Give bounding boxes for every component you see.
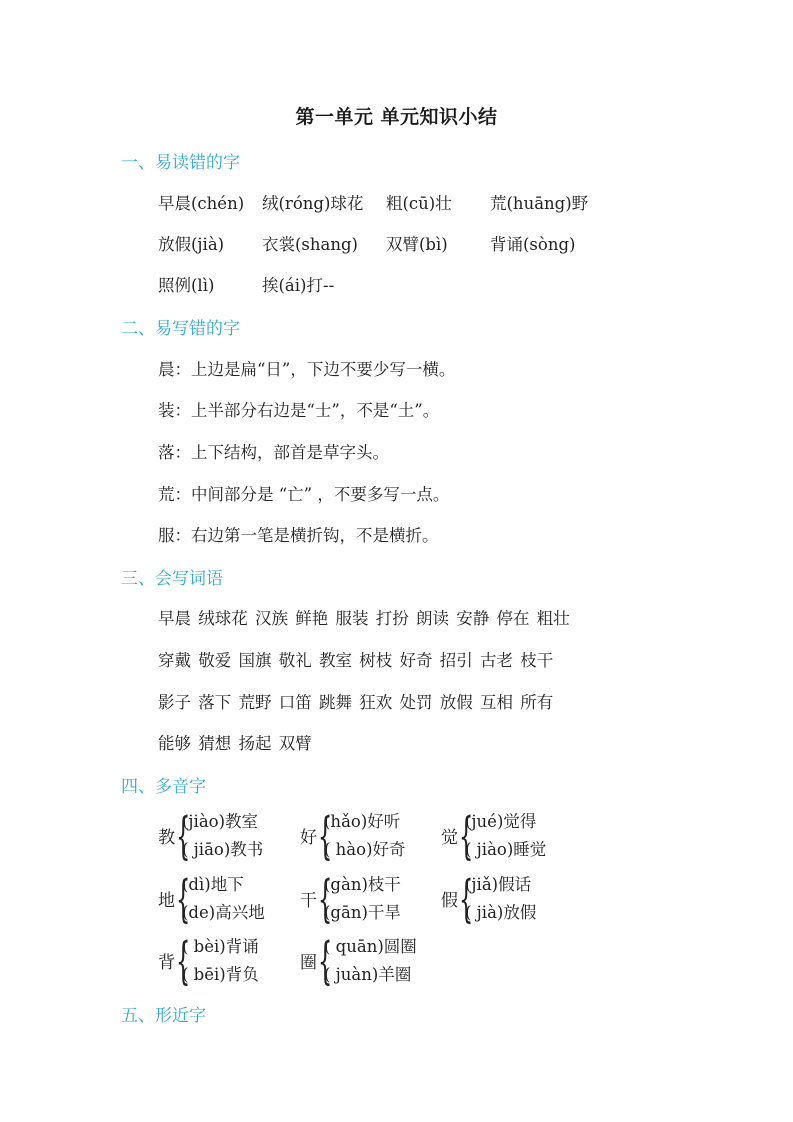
note-line: 落：上下结构，部首是草字头。 — [158, 443, 389, 462]
polyphone-char: 觉 — [441, 828, 458, 848]
polyphone-char: 圈 — [300, 953, 317, 973]
brace-icon: { — [176, 932, 191, 990]
word-line: 影子 落下 荒野 口笛 跳舞 狂欢 处罚 放假 互相 所有 — [158, 693, 554, 712]
note-line: 装：上半部分右边是“士”，不是“土”。 — [158, 401, 440, 420]
reading-2: ( jiāo)教书 — [182, 840, 264, 859]
reading-2: ( jià)放假 — [465, 903, 537, 922]
note-line: 荒：中间部分是 “亡” ，不要多写一点。 — [158, 485, 450, 504]
word-item: 挨(ái)打-- — [262, 276, 335, 295]
section-heading-1: 一、易读错的字 — [121, 153, 240, 173]
polyphone-char: 教 — [158, 828, 175, 848]
note-line: 晨：上边是扁“日”，下边不要少写一横。 — [158, 360, 456, 379]
reading-2: ( hào)好奇 — [324, 840, 406, 859]
reading-1: (hǎo)好听 — [324, 812, 401, 831]
page-title: 第一单元 单元知识小结 — [295, 106, 498, 128]
reading-1: ( quān)圆圈 — [324, 937, 417, 956]
brace-icon: { — [318, 807, 333, 865]
reading-1: (gàn)枝干 — [324, 875, 401, 894]
word-item: 荒(huāng)野 — [490, 194, 589, 213]
polyphone-char: 干 — [300, 891, 317, 911]
note-line: 服：右边第一笔是横折钩，不是横折。 — [158, 526, 439, 545]
brace-icon: { — [459, 870, 474, 928]
reading-1: (jué)觉得 — [465, 812, 537, 831]
reading-2: ( juàn)羊圈 — [324, 965, 412, 984]
brace-icon: { — [176, 807, 191, 865]
reading-1: (jiào)教室 — [182, 812, 259, 831]
polyphone-char: 背 — [158, 953, 175, 973]
polyphone-char: 地 — [158, 891, 175, 911]
polyphone-char: 假 — [441, 891, 458, 911]
brace-icon: { — [318, 870, 333, 928]
polyphone-char: 好 — [300, 828, 317, 848]
reading-2: (de)高兴地 — [182, 903, 265, 922]
reading-2: ( jiào)睡觉 — [465, 840, 547, 859]
reading-1: (dì)地下 — [182, 875, 244, 894]
section-heading-2: 二、易写错的字 — [121, 319, 240, 339]
reading-1: ( bèi)背诵 — [182, 937, 259, 956]
word-item: 背诵(sòng) — [490, 235, 576, 254]
word-item: 衣裳(shang) — [262, 235, 358, 254]
word-line: 早晨 绒球花 汉族 鲜艳 服装 打扮 朗读 安静 停在 粗壮 — [158, 609, 570, 628]
reading-1: (jiǎ)假话 — [465, 875, 532, 894]
word-line: 能够 猜想 扬起 双臂 — [158, 734, 312, 753]
word-line: 穿戴 敬爱 国旗 敬礼 教室 树枝 好奇 招引 古老 枝干 — [158, 651, 554, 670]
word-item: 绒(róng)球花 — [262, 194, 364, 213]
section-heading-3: 三、会写词语 — [121, 569, 223, 589]
section-heading-5: 五、形近字 — [121, 1006, 206, 1026]
word-item: 双臂(bì) — [386, 235, 448, 254]
word-item: 早晨(chén) — [158, 194, 245, 213]
brace-icon: { — [318, 932, 333, 990]
word-item: 放假(jià) — [158, 235, 225, 254]
section-heading-4: 四、多音字 — [121, 777, 206, 797]
word-item: 照例(lì) — [158, 276, 215, 295]
brace-icon: { — [459, 807, 474, 865]
word-item: 粗(cū)壮 — [386, 194, 452, 213]
brace-icon: { — [176, 870, 191, 928]
reading-2: (gān)干旱 — [324, 903, 401, 922]
reading-2: ( bēi)背负 — [182, 965, 259, 984]
